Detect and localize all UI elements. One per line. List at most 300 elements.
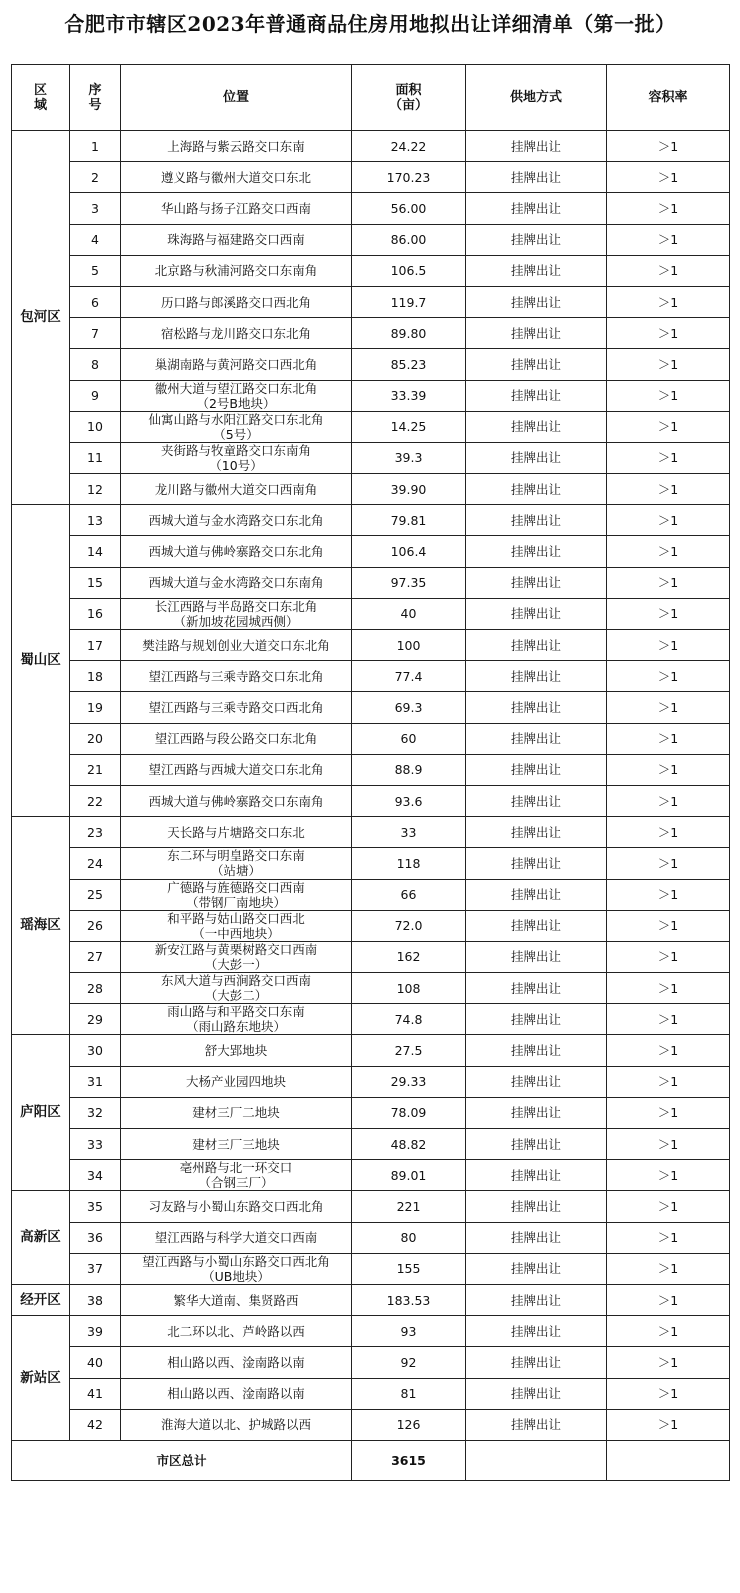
seq-cell: 39 <box>70 1316 121 1347</box>
supply-cell: 挂牌出让 <box>466 817 607 848</box>
area-cell: 93 <box>352 1316 466 1347</box>
far-cell: ＞1 <box>607 1409 730 1440</box>
supply-cell: 挂牌出让 <box>466 661 607 692</box>
table-row <box>12 910 730 941</box>
table-row <box>12 1066 730 1097</box>
area-cell: 40 <box>352 598 466 629</box>
location-cell <box>121 505 352 536</box>
seq-cell: 10 <box>70 411 121 442</box>
table-row <box>12 286 730 317</box>
far-cell: ＞1 <box>607 848 730 879</box>
area-cell: 14.25 <box>352 411 466 442</box>
area-cell: 39.90 <box>352 474 466 505</box>
supply-cell: 挂牌出让 <box>466 567 607 598</box>
location-text: 望江西路与段公路交口东北角 <box>154 731 318 747</box>
table-row <box>12 1191 730 1222</box>
location-text: 长江西路与半岛路交口东北角 <box>154 598 318 614</box>
land-list-table <box>11 64 730 1481</box>
location-text: 雨山路与和平路交口东南 <box>167 1004 305 1020</box>
location-cell <box>121 411 352 442</box>
seq-cell: 30 <box>70 1035 121 1066</box>
far-cell: ＞1 <box>607 505 730 536</box>
table-row <box>12 1409 730 1440</box>
seq-cell: 36 <box>70 1222 121 1253</box>
area-cell: 79.81 <box>352 505 466 536</box>
supply-cell: 挂牌出让 <box>466 848 607 879</box>
area-cell: 80 <box>352 1222 466 1253</box>
area-cell: 48.82 <box>352 1129 466 1160</box>
far-cell: ＞1 <box>607 318 730 349</box>
table-row <box>12 1160 730 1191</box>
table-row <box>12 1378 730 1409</box>
location-note: （大彭二） <box>204 988 268 1004</box>
location-text: 望江西路与西城大道交口东北角 <box>148 762 324 778</box>
location-text: 繁华大道南、集贤路西 <box>173 1292 299 1308</box>
seq-cell: 34 <box>70 1160 121 1191</box>
seq-cell: 35 <box>70 1191 121 1222</box>
seq-cell: 11 <box>70 442 121 473</box>
far-cell: ＞1 <box>607 567 730 598</box>
total-row <box>12 1440 730 1480</box>
table-row <box>12 1284 730 1315</box>
header-district-text: 区 域 <box>33 82 47 113</box>
far-cell: ＞1 <box>607 1316 730 1347</box>
area-cell: 66 <box>352 879 466 910</box>
location-text: 东二环与明皇路交口东南 <box>167 848 305 864</box>
seq-cell: 21 <box>70 754 121 785</box>
table-row <box>12 785 730 816</box>
location-text: 夹街路与牧童路交口东南角 <box>160 442 311 458</box>
seq-cell: 41 <box>70 1378 121 1409</box>
table-row <box>12 754 730 785</box>
location-note: （雨山路东地块） <box>185 1019 286 1035</box>
table-row <box>12 973 730 1004</box>
location-text: 北京路与秋浦河路交口东南角 <box>154 263 318 279</box>
area-cell: 221 <box>352 1191 466 1222</box>
header-area <box>352 65 466 131</box>
location-cell <box>121 692 352 723</box>
location-cell <box>121 723 352 754</box>
supply-cell: 挂牌出让 <box>466 1409 607 1440</box>
seq-cell: 4 <box>70 224 121 255</box>
far-cell: ＞1 <box>607 598 730 629</box>
seq-cell: 15 <box>70 567 121 598</box>
location-note: （一中西地块） <box>192 925 280 941</box>
far-cell: ＞1 <box>607 910 730 941</box>
supply-cell: 挂牌出让 <box>466 910 607 941</box>
supply-cell: 挂牌出让 <box>466 941 607 972</box>
location-cell <box>121 1284 352 1315</box>
location-cell <box>121 910 352 941</box>
area-cell: 89.01 <box>352 1160 466 1191</box>
location-cell <box>121 1316 352 1347</box>
location-text: 望江西路与三乘寺路交口东北角 <box>148 668 324 684</box>
table-row <box>12 692 730 723</box>
table-row <box>12 318 730 349</box>
far-cell: ＞1 <box>607 286 730 317</box>
district-cell: 包河区 <box>12 131 70 505</box>
supply-cell: 挂牌出让 <box>466 1284 607 1315</box>
area-cell: 88.9 <box>352 754 466 785</box>
location-cell <box>121 1191 352 1222</box>
location-text: 华山路与扬子江路交口西南 <box>160 200 311 216</box>
seq-cell: 26 <box>70 910 121 941</box>
location-cell <box>121 817 352 848</box>
location-text: 习友路与小蜀山东路交口西北角 <box>148 1198 324 1214</box>
supply-cell: 挂牌出让 <box>466 1191 607 1222</box>
location-cell <box>121 567 352 598</box>
supply-cell: 挂牌出让 <box>466 973 607 1004</box>
far-cell: ＞1 <box>607 131 730 162</box>
supply-cell: 挂牌出让 <box>466 630 607 661</box>
location-note: （带钢厂南地块） <box>185 894 286 910</box>
location-cell <box>121 630 352 661</box>
supply-cell: 挂牌出让 <box>466 193 607 224</box>
area-cell: 89.80 <box>352 318 466 349</box>
location-note: （5号） <box>213 426 259 442</box>
area-cell: 24.22 <box>352 131 466 162</box>
seq-cell: 22 <box>70 785 121 816</box>
total-empty-far <box>607 1440 730 1480</box>
area-cell: 119.7 <box>352 286 466 317</box>
supply-cell: 挂牌出让 <box>466 349 607 380</box>
table-row <box>12 255 730 286</box>
seq-cell: 23 <box>70 817 121 848</box>
location-cell <box>121 1129 352 1160</box>
district-cell: 高新区 <box>12 1191 70 1285</box>
supply-cell: 挂牌出让 <box>466 380 607 411</box>
supply-cell: 挂牌出让 <box>466 1004 607 1035</box>
supply-cell: 挂牌出让 <box>466 536 607 567</box>
seq-cell: 24 <box>70 848 121 879</box>
area-cell: 162 <box>352 941 466 972</box>
supply-cell: 挂牌出让 <box>466 879 607 910</box>
table-row <box>12 131 730 162</box>
location-text: 望江西路与科学大道交口西南 <box>154 1230 318 1246</box>
supply-cell: 挂牌出让 <box>466 1066 607 1097</box>
table-row <box>12 474 730 505</box>
location-cell <box>121 1253 352 1284</box>
district-cell: 蜀山区 <box>12 505 70 817</box>
table-row <box>12 193 730 224</box>
far-cell: ＞1 <box>607 193 730 224</box>
supply-cell: 挂牌出让 <box>466 1316 607 1347</box>
location-note: （10号） <box>209 457 263 473</box>
location-text: 淮海大道以北、护城路以西 <box>160 1417 311 1433</box>
seq-cell: 6 <box>70 286 121 317</box>
seq-cell: 13 <box>70 505 121 536</box>
table-row <box>12 1222 730 1253</box>
area-cell: 33.39 <box>352 380 466 411</box>
seq-cell: 19 <box>70 692 121 723</box>
location-text: 东风大道与西涧路交口西南 <box>160 973 311 989</box>
table-row <box>12 1253 730 1284</box>
location-cell <box>121 162 352 193</box>
location-cell <box>121 941 352 972</box>
district-cell: 瑶海区 <box>12 817 70 1035</box>
far-cell: ＞1 <box>607 536 730 567</box>
area-cell: 29.33 <box>352 1066 466 1097</box>
far-cell: ＞1 <box>607 1129 730 1160</box>
total-label: 市区总计 <box>12 1440 352 1480</box>
location-note: （UB地块） <box>202 1268 270 1284</box>
supply-cell: 挂牌出让 <box>466 255 607 286</box>
supply-cell: 挂牌出让 <box>466 1378 607 1409</box>
location-text: 相山路以西、淦南路以南 <box>167 1354 305 1370</box>
district-cell: 新站区 <box>12 1316 70 1441</box>
far-cell: ＞1 <box>607 224 730 255</box>
seq-cell: 20 <box>70 723 121 754</box>
area-cell: 74.8 <box>352 1004 466 1035</box>
far-cell: ＞1 <box>607 380 730 411</box>
area-cell: 72.0 <box>352 910 466 941</box>
supply-cell: 挂牌出让 <box>466 1129 607 1160</box>
area-cell: 27.5 <box>352 1035 466 1066</box>
table-row <box>12 162 730 193</box>
area-cell: 56.00 <box>352 193 466 224</box>
location-text: 遵义路与徽州大道交口东北 <box>160 169 311 185</box>
header-seq <box>70 65 121 131</box>
table-row <box>12 224 730 255</box>
far-cell: ＞1 <box>607 1097 730 1128</box>
seq-cell: 27 <box>70 941 121 972</box>
supply-cell: 挂牌出让 <box>466 411 607 442</box>
table-body <box>12 131 730 1441</box>
seq-cell: 12 <box>70 474 121 505</box>
supply-cell: 挂牌出让 <box>466 692 607 723</box>
area-cell: 108 <box>352 973 466 1004</box>
table-row <box>12 1097 730 1128</box>
table-row <box>12 723 730 754</box>
supply-cell: 挂牌出让 <box>466 1347 607 1378</box>
area-cell: 33 <box>352 817 466 848</box>
location-text: 和平路与姑山路交口西北 <box>167 910 305 926</box>
table-row <box>12 941 730 972</box>
seq-cell: 31 <box>70 1066 121 1097</box>
supply-cell: 挂牌出让 <box>466 1035 607 1066</box>
total-empty-supply <box>466 1440 607 1480</box>
location-text: 亳州路与北一环交口 <box>179 1160 293 1176</box>
table-row <box>12 505 730 536</box>
location-text: 宿松路与龙川路交口东北角 <box>160 325 311 341</box>
supply-cell: 挂牌出让 <box>466 754 607 785</box>
far-cell: ＞1 <box>607 754 730 785</box>
location-text: 上海路与紫云路交口东南 <box>167 138 305 154</box>
supply-cell: 挂牌出让 <box>466 1253 607 1284</box>
location-text: 龙川路与徽州大道交口西南角 <box>154 481 318 497</box>
far-cell: ＞1 <box>607 442 730 473</box>
area-cell: 170.23 <box>352 162 466 193</box>
far-cell: ＞1 <box>607 1378 730 1409</box>
location-cell <box>121 1066 352 1097</box>
location-cell <box>121 1222 352 1253</box>
area-cell: 106.4 <box>352 536 466 567</box>
location-cell <box>121 1035 352 1066</box>
supply-cell: 挂牌出让 <box>466 162 607 193</box>
supply-cell: 挂牌出让 <box>466 505 607 536</box>
location-text: 樊洼路与规划创业大道交口东北角 <box>142 637 330 653</box>
area-cell: 77.4 <box>352 661 466 692</box>
table-row <box>12 1347 730 1378</box>
location-cell <box>121 224 352 255</box>
far-cell: ＞1 <box>607 1222 730 1253</box>
location-text: 徽州大道与望江路交口东北角 <box>154 380 318 396</box>
far-cell: ＞1 <box>607 1066 730 1097</box>
location-cell <box>121 661 352 692</box>
location-cell <box>121 1347 352 1378</box>
seq-cell: 14 <box>70 536 121 567</box>
supply-cell: 挂牌出让 <box>466 474 607 505</box>
seq-cell: 8 <box>70 349 121 380</box>
total-value: 3615 <box>352 1440 466 1480</box>
far-cell: ＞1 <box>607 1004 730 1035</box>
page-title: 合肥市市辖区2023年普通商品住房用地拟出让详细清单（第一批） <box>64 12 676 36</box>
supply-cell: 挂牌出让 <box>466 286 607 317</box>
far-cell: ＞1 <box>607 661 730 692</box>
area-cell: 85.23 <box>352 349 466 380</box>
seq-cell: 33 <box>70 1129 121 1160</box>
table-row <box>12 817 730 848</box>
far-cell: ＞1 <box>607 349 730 380</box>
seq-cell: 32 <box>70 1097 121 1128</box>
seq-cell: 3 <box>70 193 121 224</box>
seq-cell: 40 <box>70 1347 121 1378</box>
far-cell: ＞1 <box>607 1284 730 1315</box>
supply-cell: 挂牌出让 <box>466 224 607 255</box>
far-cell: ＞1 <box>607 1347 730 1378</box>
far-cell: ＞1 <box>607 879 730 910</box>
table-row <box>12 1129 730 1160</box>
area-cell: 155 <box>352 1253 466 1284</box>
far-cell: ＞1 <box>607 785 730 816</box>
location-cell <box>121 474 352 505</box>
location-cell <box>121 1378 352 1409</box>
table-row <box>12 1004 730 1035</box>
table-row <box>12 879 730 910</box>
table-row <box>12 1035 730 1066</box>
location-cell <box>121 848 352 879</box>
location-text: 新安江路与黄栗树路交口西南 <box>154 941 318 957</box>
location-cell <box>121 318 352 349</box>
location-cell <box>121 286 352 317</box>
area-cell: 69.3 <box>352 692 466 723</box>
location-text: 历口路与郎溪路交口西北角 <box>160 294 311 310</box>
location-text: 巢湖南路与黄河路交口西北角 <box>154 356 318 372</box>
header-location: 位置 <box>121 65 352 131</box>
location-cell <box>121 879 352 910</box>
seq-cell: 16 <box>70 598 121 629</box>
location-cell <box>121 1097 352 1128</box>
location-text: 舒大郢地块 <box>204 1043 268 1059</box>
supply-cell: 挂牌出让 <box>466 598 607 629</box>
supply-cell: 挂牌出让 <box>466 723 607 754</box>
far-cell: ＞1 <box>607 973 730 1004</box>
location-text: 相山路以西、淦南路以南 <box>167 1386 305 1402</box>
location-text: 广德路与旌德路交口西南 <box>167 879 305 895</box>
table-row <box>12 349 730 380</box>
header-row <box>12 65 730 131</box>
location-cell <box>121 1160 352 1191</box>
area-cell: 93.6 <box>352 785 466 816</box>
location-text: 建材三厂三地块 <box>192 1136 280 1152</box>
location-cell <box>121 536 352 567</box>
seq-cell: 17 <box>70 630 121 661</box>
location-note: （2号B地块） <box>196 395 276 411</box>
location-cell <box>121 754 352 785</box>
area-cell: 97.35 <box>352 567 466 598</box>
location-text: 西城大道与金水湾路交口东北角 <box>148 512 324 528</box>
table-row <box>12 411 730 442</box>
location-note: （合钢三厂） <box>198 1175 274 1191</box>
location-cell <box>121 1004 352 1035</box>
far-cell: ＞1 <box>607 474 730 505</box>
location-text: 西城大道与佛岭寨路交口东南角 <box>148 793 324 809</box>
area-cell: 78.09 <box>352 1097 466 1128</box>
table-row <box>12 442 730 473</box>
seq-cell: 2 <box>70 162 121 193</box>
location-text: 西城大道与金水湾路交口东南角 <box>148 575 324 591</box>
location-text: 北二环以北、芦岭路以西 <box>167 1323 305 1339</box>
area-cell: 81 <box>352 1378 466 1409</box>
supply-cell: 挂牌出让 <box>466 1160 607 1191</box>
location-text: 仙寓山路与水阳江路交口东北角 <box>148 411 324 427</box>
location-cell <box>121 380 352 411</box>
location-cell <box>121 193 352 224</box>
supply-cell: 挂牌出让 <box>466 131 607 162</box>
table-row <box>12 661 730 692</box>
header-far: 容积率 <box>607 65 730 131</box>
location-cell <box>121 785 352 816</box>
seq-cell: 25 <box>70 879 121 910</box>
location-text: 望江西路与小蜀山东路交口西北角 <box>142 1253 330 1269</box>
location-cell <box>121 598 352 629</box>
far-cell: ＞1 <box>607 941 730 972</box>
header-area-text: 面积 （亩） <box>388 82 428 113</box>
location-text: 天长路与片塘路交口东北 <box>167 824 305 840</box>
supply-cell: 挂牌出让 <box>466 1097 607 1128</box>
far-cell: ＞1 <box>607 692 730 723</box>
supply-cell: 挂牌出让 <box>466 318 607 349</box>
seq-cell: 9 <box>70 380 121 411</box>
area-cell: 126 <box>352 1409 466 1440</box>
far-cell: ＞1 <box>607 630 730 661</box>
area-cell: 86.00 <box>352 224 466 255</box>
table-row <box>12 848 730 879</box>
seq-cell: 18 <box>70 661 121 692</box>
seq-cell: 1 <box>70 131 121 162</box>
header-supply: 供地方式 <box>466 65 607 131</box>
far-cell: ＞1 <box>607 723 730 754</box>
location-note: （站塘） <box>210 863 261 879</box>
district-cell: 庐阳区 <box>12 1035 70 1191</box>
seq-cell: 7 <box>70 318 121 349</box>
supply-cell: 挂牌出让 <box>466 442 607 473</box>
far-cell: ＞1 <box>607 1191 730 1222</box>
seq-cell: 38 <box>70 1284 121 1315</box>
area-cell: 39.3 <box>352 442 466 473</box>
area-cell: 60 <box>352 723 466 754</box>
far-cell: ＞1 <box>607 162 730 193</box>
location-text: 望江西路与三乘寺路交口西北角 <box>148 699 324 715</box>
area-cell: 92 <box>352 1347 466 1378</box>
location-cell <box>121 973 352 1004</box>
far-cell: ＞1 <box>607 411 730 442</box>
location-cell <box>121 1409 352 1440</box>
table-row <box>12 1316 730 1347</box>
area-cell: 118 <box>352 848 466 879</box>
far-cell: ＞1 <box>607 1253 730 1284</box>
area-cell: 183.53 <box>352 1284 466 1315</box>
